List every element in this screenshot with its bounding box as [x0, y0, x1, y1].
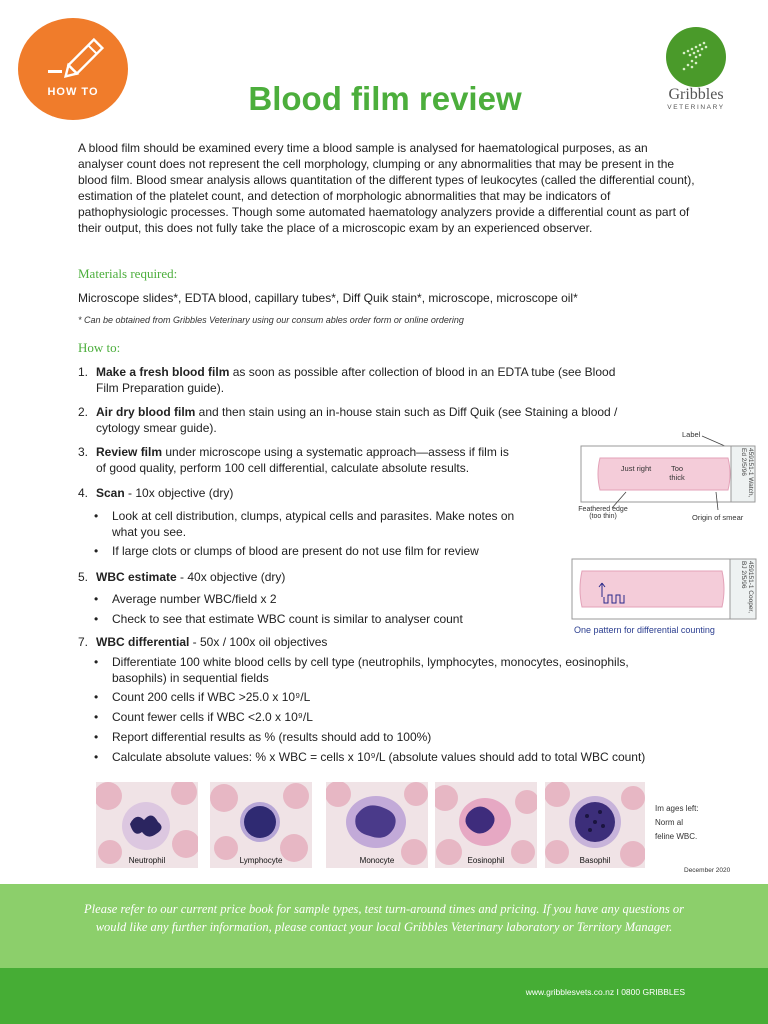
page-title: Blood film review: [248, 80, 522, 117]
step-text: - 10x objective (dry): [124, 486, 234, 500]
step-number: 5.: [78, 570, 89, 584]
step-text: - 50x / 100x oil objectives: [189, 635, 328, 649]
step-text-line2: of good quality, perform 100 cell differential, calculate absolute results.: [96, 461, 470, 475]
images-note-line: Norm al: [655, 818, 684, 827]
images-note-line: feline WBC.: [655, 832, 698, 841]
step-text: - 40x objective (dry): [176, 570, 286, 584]
howto-heading: How to:: [78, 340, 121, 355]
eosinophil-image: [435, 782, 537, 868]
basophil-image: [545, 782, 645, 868]
step-text: and then stain using an in-house stain such as Diff Quik (see Staining a blood /: [195, 405, 618, 419]
bullet-text-line2: basophils) in sequential fields: [112, 671, 269, 685]
step-text: as soon as possible after collection of blood in an EDTA tube (see Blood: [229, 365, 616, 379]
cell-label: Monocyte: [359, 856, 395, 865]
origin-of-smear-text: Origin of smear: [692, 513, 744, 522]
counting-pattern-icon: [570, 557, 760, 621]
feathered-edge-text: Feathered edge (too thin): [578, 506, 628, 520]
cell-label: Neutrophil: [128, 856, 166, 865]
step-number: 3.: [78, 445, 89, 459]
step-number: 4.: [78, 486, 89, 500]
bullet-text: If large clots or clumps of blood are present do not use film for review: [112, 544, 479, 558]
step-title: Scan: [96, 486, 125, 500]
slide-handwriting: 459151-1 Watch, Ed 2/5/96: [740, 448, 754, 498]
bullet-text: Count 200 cells if WBC >25.0 x 10⁹/L: [112, 690, 311, 704]
counting-pattern-caption: One pattern for differential counting: [574, 625, 715, 635]
images-note-line: Im ages left:: [655, 804, 699, 813]
images-note: [655, 802, 699, 844]
monocyte-image: [326, 782, 428, 868]
bullet-text: Look at cell distribution, clumps, atypical cells and parasites. Make notes on: [112, 509, 515, 523]
materials-note: * Can be obtained from Gribbles Veterinary using our consum ables order form or online ordering: [78, 315, 464, 325]
pencil-icon: [48, 36, 104, 82]
bullet-text: Average number WBC/field x 2: [112, 592, 277, 606]
logo-subtitle: VETERINARY: [667, 104, 725, 111]
cell-label: Lymphocyte: [239, 856, 283, 865]
how-to-label: HOW TO: [47, 86, 99, 98]
step-number: 7.: [78, 635, 89, 649]
neutrophil-image: [96, 782, 198, 868]
diagram-label-text: Label: [682, 430, 701, 439]
contact-text: www.gribblesvets.co.nz I 0800 GRIBBLES: [525, 987, 685, 997]
footer-text: Please refer to our current price book for sample types, test turn-around times and pricing. If you have any questions or would like any further information, please contact your local Gribbles Veterinary laboratory or Territory Manager.: [84, 902, 684, 934]
slide-handwriting: 459151-1 Cooper, BJ 2/5/96: [740, 561, 754, 614]
cell-label: Eosinophil: [467, 856, 505, 865]
bullet-text: Calculate absolute values: % x WBC = cells x 10⁹/L (absolute values should add to total WBC count): [112, 750, 646, 764]
step-title: WBC estimate: [96, 570, 177, 584]
just-right-text: Just right: [620, 464, 652, 473]
step-title: Review film: [96, 445, 163, 459]
logo-name: Gribbles: [668, 86, 724, 103]
bullet-text: Count fewer cells if WBC <2.0 x 10⁹/L: [112, 710, 313, 724]
materials-heading: Materials required:: [78, 266, 178, 281]
bullet-text: Check to see that estimate WBC count is similar to analyser count: [112, 612, 463, 626]
bullet-text: Differentiate 100 white blood cells by cell type (neutrophils, lymphocytes, monocytes, eosinophils,: [112, 655, 629, 669]
counting-diagram: [570, 557, 760, 643]
intro-paragraph: A blood film should be examined every time a blood sample is analysed for haematological purposes, as an analyser count does not represent the cell morphology, clumping or any abnormalities that may be present in the blood film. Blood smear analysis allows quantitation of the different types of leukocytes (called the differential count), estimation of the platelet count, and detection of morphologic abnormalities that may be indicators of pathophysiologic processes. Though some automated haematology analyzers provide a differential count as part of their output, this does not fully take the place of a microscopic exam by an experienced observer.: [78, 141, 695, 235]
smear-diagram: [578, 428, 758, 528]
date-text: December 2020: [684, 867, 731, 874]
step-text: under microscope using a systematic approach—assess if film is: [162, 445, 509, 459]
step-text-line2: cytology smear guide).: [96, 421, 217, 435]
cell-label: Basophil: [579, 856, 611, 865]
step-number: 1.: [78, 365, 89, 379]
step-title: Make a fresh blood film: [96, 365, 230, 379]
gribbles-logo-icon: [666, 27, 726, 87]
too-thick-text: Too thick: [669, 464, 685, 482]
step-number: 2.: [78, 405, 89, 419]
bullet-text: Report differential results as % (results should add to 100%): [112, 730, 432, 744]
step-text-line2: Film Preparation guide).: [96, 381, 225, 395]
materials-text: Microscope slides*, EDTA blood, capillary tubes*, Diff Quik stain*, microscope, microscope oil*: [78, 291, 578, 305]
bullet-text-line2: what you see.: [112, 525, 187, 539]
step-title: Air dry blood film: [96, 405, 196, 419]
lymphocyte-image: [210, 782, 312, 868]
how-to-badge: [18, 18, 128, 120]
step-title: WBC differential: [96, 635, 190, 649]
